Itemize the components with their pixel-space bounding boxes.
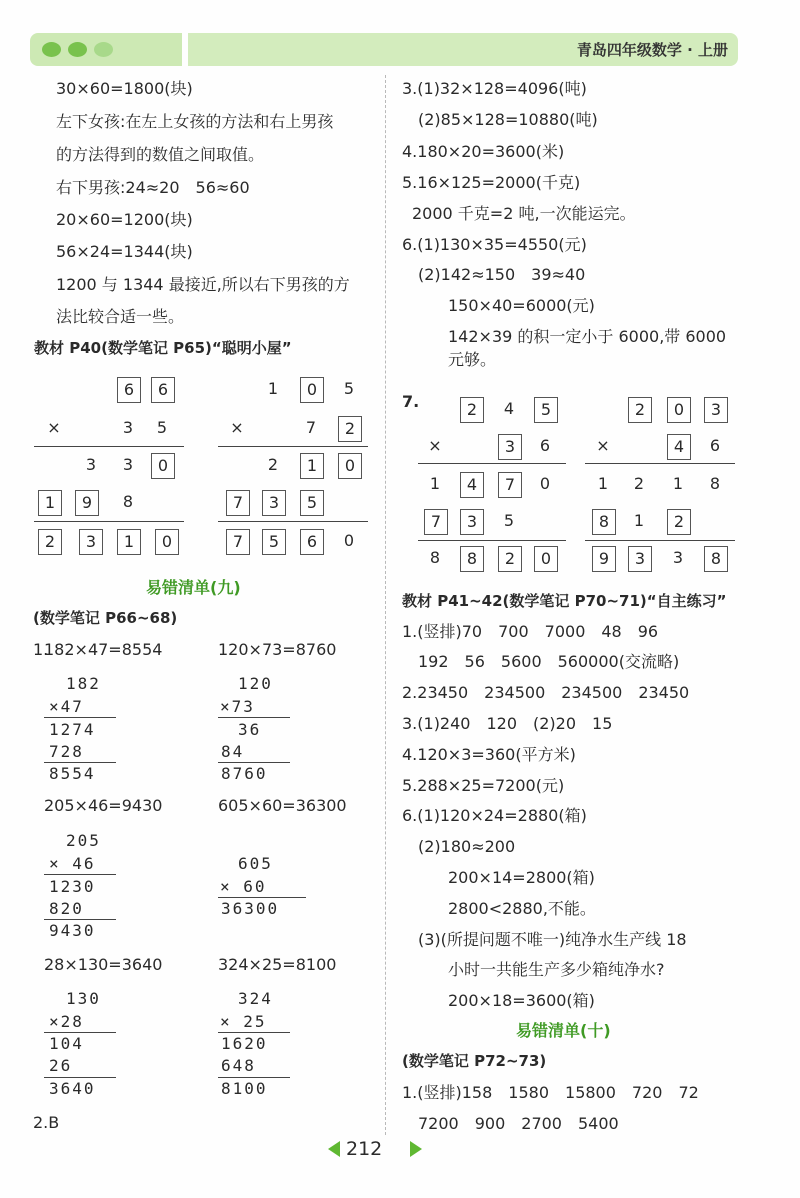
- equation: 324×25=8100: [218, 955, 337, 974]
- digit: 6: [709, 436, 721, 455]
- answer-box: 6: [300, 529, 324, 555]
- digit-row: 324: [238, 989, 273, 1008]
- answer-line: 2.B: [33, 1113, 60, 1132]
- equation: 605×60=36300: [218, 796, 347, 815]
- operator: ×: [596, 436, 610, 455]
- text-line: 5.16×125=2000(千克): [402, 173, 581, 192]
- answer-box: 3: [79, 529, 103, 555]
- rule-line: [218, 1032, 290, 1033]
- answer-box: 0: [338, 453, 362, 479]
- answer-box: 0: [667, 397, 691, 423]
- digit-row: 8760: [221, 764, 268, 783]
- section-title: 教材 P41~42(数学笔记 P70~71)“自主练习”: [402, 592, 727, 610]
- digit-row: 120: [238, 674, 273, 693]
- text-line: 200×18=3600(箱): [448, 991, 595, 1010]
- green-dot-icon: [42, 42, 61, 57]
- digit: 1: [597, 474, 609, 493]
- answer-box: 8: [704, 546, 728, 572]
- text-line: 7200 900 2700 5400: [418, 1114, 619, 1133]
- text-line: 的方法得到的数值之间取值。: [56, 145, 265, 164]
- answer-box: 4: [460, 472, 484, 498]
- answer-box: 3: [628, 546, 652, 572]
- answer-box: 8: [460, 546, 484, 572]
- equation: 120×73=8760: [218, 640, 337, 659]
- text-line: 元够。: [448, 350, 497, 369]
- rule-line: [418, 540, 566, 541]
- answer-box: 4: [667, 434, 691, 460]
- rule-line: [218, 717, 290, 718]
- question-number: 7.: [402, 392, 420, 411]
- green-dot-icon: [94, 42, 113, 57]
- digit-row: 36300: [221, 899, 280, 918]
- text-line: (2)85×128=10880(吨): [418, 110, 598, 129]
- right-arrow-icon: [410, 1141, 422, 1157]
- text-line: 20×60=1200(块): [56, 210, 193, 229]
- answer-box: 7: [226, 529, 250, 555]
- text-line: 150×40=6000(元): [448, 296, 595, 315]
- digit-row: 8554: [49, 764, 96, 783]
- digit: 3: [672, 548, 684, 567]
- text-line: 左下女孩:在左上女孩的方法和右上男孩: [56, 112, 334, 131]
- rule-line: [218, 521, 368, 522]
- rule-line: [34, 521, 184, 522]
- digit: 5: [503, 511, 515, 530]
- answer-box: 2: [628, 397, 652, 423]
- digit: 1: [429, 474, 441, 493]
- digit-row: 820: [49, 899, 84, 918]
- digit: 6: [539, 436, 551, 455]
- rule-line: [44, 874, 116, 875]
- answer-box: 9: [592, 546, 616, 572]
- answer-box: 0: [534, 546, 558, 572]
- text-line: 200×14=2800(箱): [448, 868, 595, 887]
- digit-row: 130: [66, 989, 101, 1008]
- digit: 8: [122, 492, 134, 511]
- text-line: 1200 与 1344 最接近,所以右下男孩的方: [56, 275, 350, 294]
- text-line: (3)(所提问题不唯一)纯净水生产线 18: [418, 930, 687, 949]
- rule-line: [44, 717, 116, 718]
- text-line: 3.(1)32×128=4096(吨): [402, 79, 587, 98]
- answer-box: 7: [226, 490, 250, 516]
- answer-box: 8: [592, 509, 616, 535]
- answer-box: 0: [155, 529, 179, 555]
- error-list-title: 易错清单(九): [146, 578, 241, 597]
- digit-row: 182: [66, 674, 101, 693]
- digit-row: 9430: [49, 921, 96, 940]
- left-arrow-icon: [328, 1141, 340, 1157]
- rule-line: [218, 897, 306, 898]
- answer-box: 2: [338, 416, 362, 442]
- answer-box: 5: [262, 529, 286, 555]
- rule-line: [44, 1032, 116, 1033]
- digit: 3: [85, 455, 97, 474]
- answer-box: 2: [667, 509, 691, 535]
- digit: 1: [267, 379, 279, 398]
- rule-line: [44, 762, 116, 763]
- digit-row: × 60: [220, 877, 267, 896]
- digit-row: 205: [66, 831, 101, 850]
- text-line: 3.(1)240 120 (2)20 15: [402, 714, 613, 733]
- digit-row: 1230: [49, 877, 96, 896]
- operator: ×: [428, 436, 442, 455]
- answer-box: 2: [498, 546, 522, 572]
- text-line: 56×24=1344(块): [56, 242, 193, 261]
- digit-row: 84: [221, 742, 245, 761]
- text-line: 2000 千克=2 吨,一次能运完。: [412, 204, 636, 223]
- digit-row: 605: [238, 854, 273, 873]
- digit-row: 8100: [221, 1079, 268, 1098]
- rule-line: [218, 762, 290, 763]
- text-line: 6.(1)120×24=2880(箱): [402, 806, 587, 825]
- digit-row: × 25: [220, 1012, 267, 1031]
- text-line: 1.(竖排)70 700 7000 48 96: [402, 622, 659, 641]
- rule-line: [585, 463, 735, 464]
- text-line: 右下男孩:24≈20 56≈60: [56, 178, 250, 197]
- operator: ×: [47, 418, 61, 437]
- text-line: (2)180≈200: [418, 837, 516, 856]
- digit: 1: [672, 474, 684, 493]
- text-line: 2.23450 234500 234500 23450: [402, 683, 690, 702]
- rule-line: [44, 919, 116, 920]
- digit-row: 36: [238, 720, 262, 739]
- reference: (数学笔记 P72~73): [402, 1052, 547, 1070]
- answer-box: 7: [424, 509, 448, 535]
- text-line: 142×39 的积一定小于 6000,带 6000: [448, 327, 727, 346]
- rule-line: [218, 446, 368, 447]
- equation: 182×47=8554: [44, 640, 163, 659]
- answer-box: 7: [498, 472, 522, 498]
- answer-box: 2: [460, 397, 484, 423]
- digit: 5: [343, 379, 355, 398]
- rule-line: [34, 446, 184, 447]
- question-number: 1.: [33, 640, 49, 659]
- equation: 28×130=3640: [44, 955, 163, 974]
- text-line: 2800<2880,不能。: [448, 899, 596, 918]
- text-line: 192 56 5600 560000(交流略): [418, 652, 680, 671]
- digit: 0: [539, 474, 551, 493]
- text-line: 5.288×25=7200(元): [402, 776, 565, 795]
- digit-row: × 46: [49, 854, 96, 873]
- digit-row: 648: [221, 1056, 256, 1075]
- answer-box: 0: [300, 377, 324, 403]
- digit-row: 728: [49, 742, 84, 761]
- answer-box: 1: [117, 529, 141, 555]
- rule-line: [218, 1077, 290, 1078]
- answer-box: 6: [151, 377, 175, 403]
- answer-box: 1: [38, 490, 62, 516]
- book-title: 青岛四年级数学 · 上册: [576, 41, 728, 59]
- text-line: 6.(1)130×35=4550(元): [402, 235, 587, 254]
- text-line: 4.180×20=3600(米): [402, 142, 565, 161]
- column-divider: [385, 75, 386, 1135]
- answer-box: 5: [300, 490, 324, 516]
- digit: 2: [633, 474, 645, 493]
- digit-row: ×73: [220, 697, 255, 716]
- digit-row: 1274: [49, 720, 96, 739]
- operator: ×: [230, 418, 244, 437]
- answer-box: 3: [460, 509, 484, 535]
- rule-line: [585, 540, 735, 541]
- text-line: 小时一共能生产多少箱纯净水?: [448, 960, 665, 979]
- answer-box: 3: [262, 490, 286, 516]
- answer-box: 5: [534, 397, 558, 423]
- digit: 1: [633, 511, 645, 530]
- rule-line: [418, 463, 566, 464]
- digit: 8: [429, 548, 441, 567]
- rule-line: [44, 1077, 116, 1078]
- answer-box: 3: [498, 434, 522, 460]
- answer-box: 1: [300, 453, 324, 479]
- text-line: 法比较合适一些。: [56, 307, 185, 326]
- digit-row: 3640: [49, 1079, 96, 1098]
- digit: 3: [122, 455, 134, 474]
- digit-row: ×28: [49, 1012, 84, 1031]
- section-title: 教材 P40(数学笔记 P65)“聪明小屋”: [34, 339, 292, 357]
- text-line: (2)142≈150 39≈40: [418, 265, 586, 284]
- answer-box: 2: [38, 529, 62, 555]
- green-dot-icon: [68, 42, 87, 57]
- answer-box: 0: [151, 453, 175, 479]
- text-line: 1.(竖排)158 1580 15800 720 72: [402, 1083, 699, 1102]
- digit: 8: [709, 474, 721, 493]
- answer-box: 3: [704, 397, 728, 423]
- header-bar: [188, 33, 738, 66]
- digit-row: ×47: [49, 697, 84, 716]
- digit-row: 26: [49, 1056, 73, 1075]
- text-line: 4.120×3=360(平方米): [402, 745, 576, 764]
- digit: 0: [343, 531, 355, 550]
- equation: 205×46=9430: [44, 796, 163, 815]
- reference: (数学笔记 P66~68): [33, 609, 178, 627]
- digit-row: 1620: [221, 1034, 268, 1053]
- header-decoration: [30, 33, 182, 66]
- digit: 7: [305, 418, 317, 437]
- text-line: 30×60=1800(块): [56, 79, 193, 98]
- answer-box: 9: [75, 490, 99, 516]
- error-list-title: 易错清单(十): [516, 1021, 611, 1040]
- digit: 4: [503, 399, 515, 418]
- digit: 2: [267, 455, 279, 474]
- digit: 5: [156, 418, 168, 437]
- page-number: 212: [346, 1138, 383, 1160]
- digit: 3: [122, 418, 134, 437]
- answer-box: 6: [117, 377, 141, 403]
- digit-row: 104: [49, 1034, 84, 1053]
